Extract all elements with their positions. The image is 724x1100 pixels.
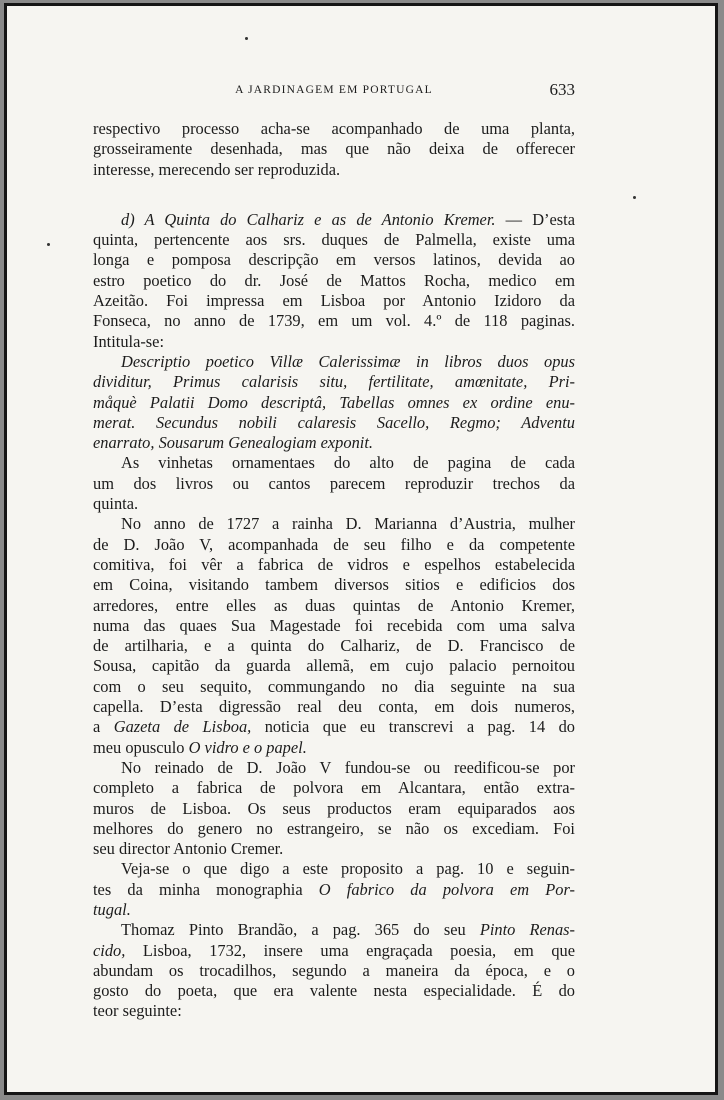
text-line: quinta. — [93, 494, 139, 514]
text-line: estro poetico do dr. José de Mattos Rocha, medico em — [93, 270, 575, 290]
section-heading: d) A Quinta do Calhariz e as de Antonio Kremer. — [121, 209, 496, 229]
text-line: de D. João V, acompanhada de seu filho e da competente — [93, 534, 575, 554]
text-line — [93, 920, 575, 940]
text-line: Veja-se o que digo a este proposito a pag. 10 e seguin- — [121, 859, 575, 879]
text-suffix: Lisboa, 1732, insere uma engraçada poesia, em que — [125, 940, 575, 960]
text-line — [93, 738, 575, 758]
text-line: capella. D’esta digressão real deu conta, em dois numeros, — [93, 697, 575, 717]
text-line: seu director Antonio Cremer. — [93, 839, 284, 859]
opusculo-title: O vidro e o papel. — [188, 737, 307, 757]
body-text — [93, 119, 575, 1022]
gazeta-title: Gazeta de Lisboa, — [113, 717, 252, 737]
text-line — [93, 880, 575, 900]
monograph-title: O fabrico da polvora em Por- — [318, 879, 575, 899]
text-line: muros de Lisboa. Os seus productos eram equiparados aos — [93, 798, 575, 818]
scan-speck — [633, 196, 636, 199]
latin-line: enarrato, Sousarum Genealogiam exponit. — [93, 433, 373, 453]
text-line: longa e pomposa descripção em versos latinos, devida ao — [93, 250, 575, 270]
text-line: respectivo processo acha-se acompanhado de uma planta, — [93, 119, 575, 138]
text-line: Azeitão. Foi impressa em Lisboa por Antonio Izidoro da — [93, 291, 575, 311]
text-line: abundam os trocadilhos, segundo a maneira da época, e o — [93, 960, 575, 980]
text-suffix: noticia que eu transcrevi a pag. 14 do — [251, 717, 575, 737]
text-line: interesse, merecendo ser reproduzida. — [93, 159, 341, 179]
text-line: grosseiramente desenhada, mas que não deixa de offerecer — [93, 139, 575, 159]
text-line: comitiva, foi vêr a fabrica de vidros e espelhos estabelecida — [93, 554, 575, 574]
text-line: gosto do poeta, que era valente nesta especialidade. É do — [93, 981, 575, 1001]
book-title: Pinto Renas- — [479, 920, 575, 940]
text-line: As vinhetas ornamentaes do alto de pagina de cada — [121, 453, 575, 473]
text-line: No anno de 1727 a rainha D. Marianna d’Austria, mulher — [121, 514, 575, 534]
text-prefix: meu opusculo — [93, 737, 189, 757]
paragraph-gap — [93, 180, 575, 210]
latin-line: merat. Secundus nobili calaresis Sacello, Regmo; Adventu — [93, 412, 575, 432]
scan-speck — [47, 243, 50, 246]
text-line: Fonseca, no anno de 1739, em um vol. 4.º de 118 paginas. — [93, 311, 575, 331]
running-head — [93, 76, 575, 102]
text-line: teor seguinte: — [93, 1001, 182, 1021]
text-line: Sousa, capitão da guarda allemã, em cujo palacio pernoitou — [93, 656, 575, 676]
running-title: A JARDINAGEM EM PORTUGAL — [235, 84, 433, 96]
text-prefix: Thomaz Pinto Brandão, a pag. 365 do seu — [121, 920, 480, 940]
monograph-title-end: tugal. — [93, 899, 131, 919]
text-line: com o seu sequito, commungando no dia seguinte na sua — [93, 676, 575, 696]
text-line: em Coina, visitando tambem diversos sitios e edificios dos — [93, 575, 575, 595]
text-line: Intitula-se: — [93, 331, 165, 351]
page-number: 633 — [549, 80, 575, 99]
text-line: de artilharia, e a quinta do Calhariz, de D. Francisco de — [93, 636, 575, 656]
text-line — [93, 717, 575, 737]
latin-line: Descriptio poetico Villæ Calerissimæ in libros duos opus — [121, 351, 575, 371]
book-title-end: cido, — [93, 940, 126, 960]
heading-suffix: — D’esta — [495, 209, 575, 229]
latin-line: måquè Palatii Domo descriptâ, Tabellas omnes ex ordine enu- — [93, 392, 575, 412]
text-prefix: tes da minha monographia — [93, 879, 319, 899]
text-prefix: a — [93, 717, 114, 737]
text-line: numa das quaes Sua Magestade foi recebida com uma salva — [93, 615, 575, 635]
section-heading-line — [93, 210, 575, 230]
text-line: um dos livros ou cantos parecem reproduzir trechos da — [93, 473, 575, 493]
text-line: melhores do genero no estrangeiro, se não os excediam. Foi — [93, 818, 575, 838]
book-page — [4, 3, 718, 1095]
text-line: No reinado de D. João V fundou-se ou reedificou-se por — [121, 757, 575, 777]
text-line: arredores, entre elles as duas quintas de Antonio Kremer, — [93, 595, 575, 615]
latin-line: dividitur, Primus calarisis situ, fertilitate, amœnitate, Pri- — [93, 372, 575, 392]
text-line: quinta, pertencente aos srs. duques de Palmella, existe uma — [93, 230, 575, 250]
scan-speck — [245, 37, 248, 40]
text-line — [93, 941, 575, 961]
text-line: completo a fabrica de polvora em Alcantara, então extra- — [93, 778, 575, 798]
